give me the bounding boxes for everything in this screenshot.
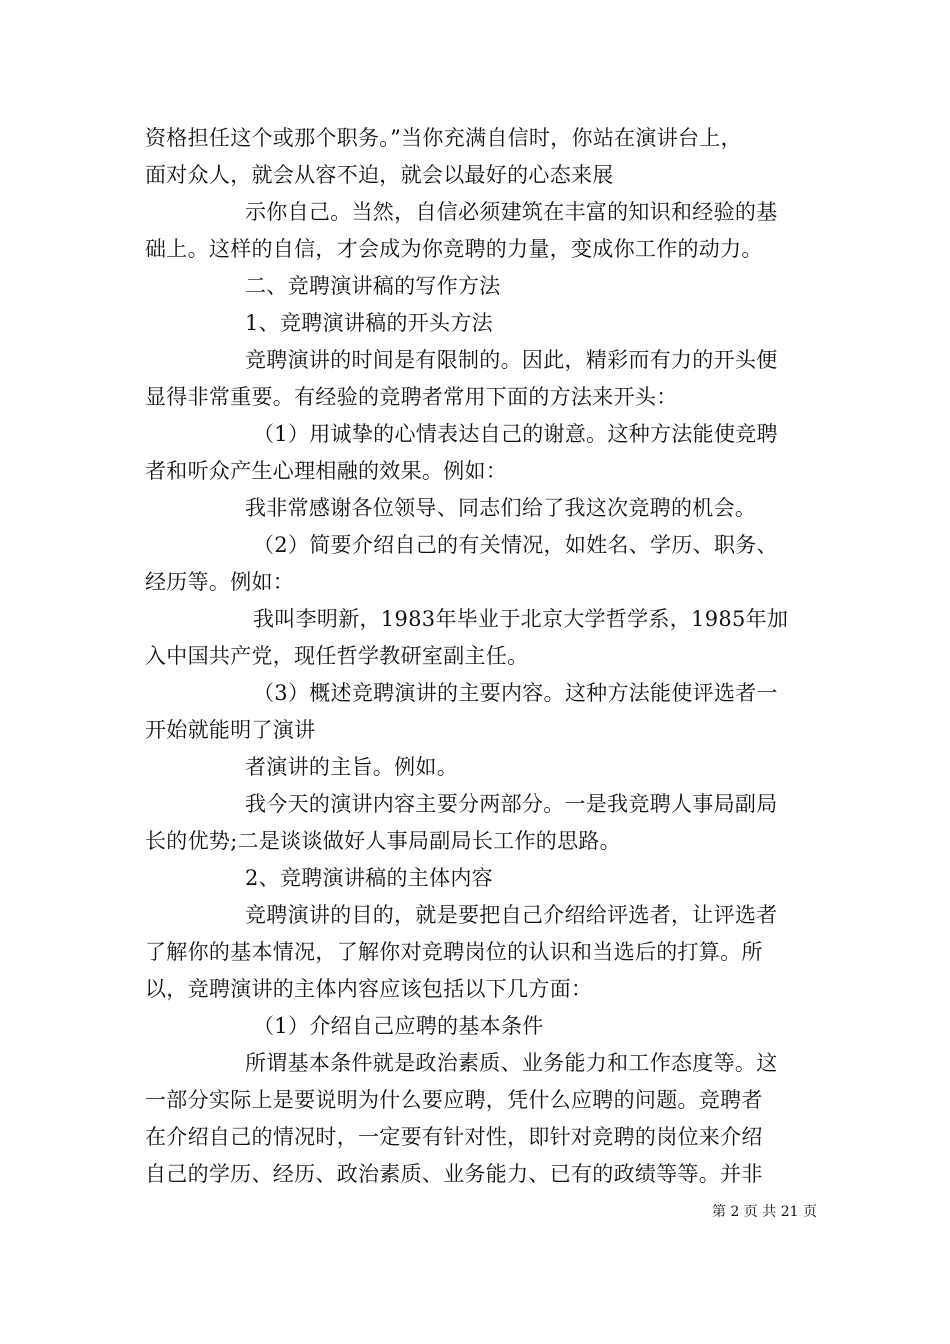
text-line: （3）概述竞聘演讲的主要内容。这种方法能使评选者一: [253, 681, 778, 705]
text-line: 者演讲的主旨。例如。: [245, 755, 458, 779]
text-line: 长的优势;二是谈谈做好人事局副局长工作的思路。: [145, 829, 621, 853]
text-line: 在介绍自己的情况时，一定要有针对性，即针对竞聘的岗位来介绍: [145, 1125, 763, 1149]
text-line: 显得非常重要。有经验的竞聘者常用下面的方法来开头：: [145, 385, 678, 409]
text-line: 以，竞聘演讲的主体内容应该包括以下几方面：: [145, 977, 593, 1001]
text-line: 入中国共产党，现任哲学教研室副主任。: [145, 644, 529, 668]
subsection-heading: 2、竞聘演讲稿的主体内容: [245, 866, 493, 890]
text-line: 竞聘演讲的时间是有限制的。因此，精彩而有力的开头便: [245, 348, 778, 372]
text-line: 了解你的基本情况，了解你对竞聘岗位的认识和当选后的打算。所: [145, 940, 763, 964]
text-line: 所谓基本条件就是政治素质、业务能力和工作态度等。这: [245, 1051, 778, 1075]
section-heading: 二、竞聘演讲稿的写作方法: [245, 274, 501, 298]
text-line: 我非常感谢各位领导、同志们给了我这次竞聘的机会。: [245, 496, 757, 520]
text-line: 经历等。例如：: [145, 570, 295, 594]
subsection-heading: 1、竞聘演讲稿的开头方法: [245, 311, 493, 335]
text-line: 者和听众产生心理相融的效果。例如：: [145, 459, 508, 483]
text-line: 面对众人，就会从容不迫，就会以最好的心态来展: [145, 163, 614, 187]
text-line: （2）简要介绍自己的有关情况，如姓名、学历、职务、: [253, 533, 778, 557]
text-line: 资格担任这个或那个职务。”当你充满自信时，你站在演讲台上，: [145, 126, 742, 150]
text-line: 竞聘演讲的目的，就是要把自己介绍给评选者，让评选者: [245, 903, 778, 927]
text-line: 一部分实际上是要说明为什么要应聘，凭什么应聘的问题。竞聘者: [145, 1088, 763, 1112]
page-number: 第 2 页 共 21 页: [712, 1204, 817, 1220]
text-line: （1）介绍自己应聘的基本条件: [253, 1014, 544, 1038]
text-line: 础上。这样的自信，才会成为你竞聘的力量，变成你工作的动力。: [145, 237, 763, 261]
text-line: 我今天的演讲内容主要分两部分。一是我竞聘人事局副局: [245, 792, 778, 816]
text-line: 开始就能明了演讲: [145, 718, 316, 742]
text-line: 自己的学历、经历、政治素质、业务能力、已有的政绩等等。并非: [145, 1162, 763, 1186]
text-line: 示你自己。当然，自信必须建筑在丰富的知识和经验的基: [245, 200, 778, 224]
text-line: （1）用诚挚的心情表达自己的谢意。这种方法能使竞聘: [253, 422, 778, 446]
text-line: 我叫李明新，1983年毕业于北京大学哲学系，1985年加: [253, 607, 789, 631]
